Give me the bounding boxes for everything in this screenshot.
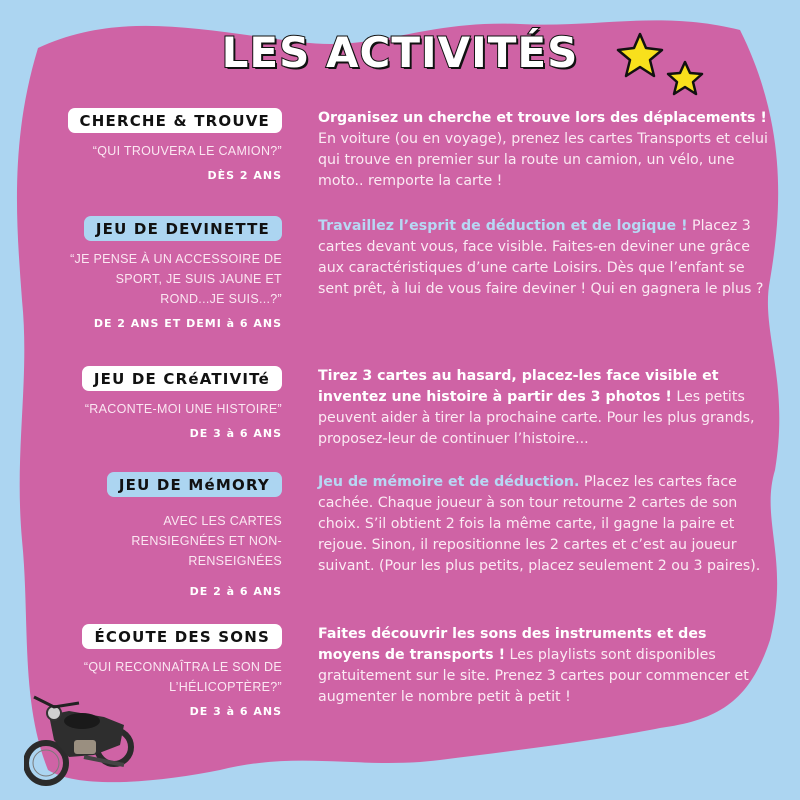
activity-age: DE 2 à 6 ANS (189, 585, 282, 598)
activity-quote: “QUI TROUVERA LE CAMION?” (92, 144, 282, 158)
activity-tag: JEU DE DEVINETTE (84, 216, 282, 241)
activity-age: DE 3 à 6 ANS (189, 427, 282, 440)
page-title: LES ACTIVITÉS (221, 28, 579, 77)
activity-description: Travaillez l’esprit de déduction et de logique ! Placez 3 cartes devant vous, face visible. Faites-en deviner une grâce aux caractéristiques d’une carte Loisirs. Dès que l’enfant se sent prêt, à lui de vous faire deviner ! Qui en gagnera le plus ? (318, 218, 764, 297)
star-icon (618, 34, 702, 94)
activity-tag: ÉCOUTE DES SONS (82, 624, 282, 649)
activity-quote: “RACONTE-MOI UNE HISTOIRE” (84, 402, 282, 416)
activity-age: DE 3 à 6 ANS (189, 705, 282, 718)
activity-description: Tirez 3 cartes au hasard, placez-les face visible et inventez une histoire à partir des 3 photos ! Les petits peuvent aider à tirer la prochaine carte. Pour les plus grands, proposez-leur de continuer l’histoire... (318, 368, 755, 447)
stars-decoration (612, 30, 712, 100)
activity-age: DE 2 ANS ET DEMI à 6 ANS (93, 317, 282, 330)
motorcycle-photo (24, 685, 139, 790)
activity-tag: JEU DE CRéATIVITé (82, 366, 282, 391)
activity-quote: “JE PENSE À UN ACCESSOIRE DE SPORT, JE SUIS JAUNE ET ROND...JE SUIS...?” (70, 252, 282, 306)
activity-quote: “QUI RECONNAÎTRA LE SON DE L’HÉLICOPTÈRE?” (83, 660, 282, 694)
activity-tag: CHERCHE & TROUVE (68, 108, 282, 133)
activity-tag: JEU DE MéMORY (107, 472, 282, 497)
activity-description: Jeu de mémoire et de déduction. Placez les cartes face cachée. Chaque joueur à son tour retourne 2 cartes de son choix. S’il obtient 2 fois la même carte, il gagne la paire et rejoue. Sinon, il repositionne les 2 cartes et c’est au joueur suivant. (Pour les plus petits, placez seulement 2 ou 3 paires). (318, 474, 761, 574)
activity-age: DÈS 2 ANS (207, 169, 282, 182)
activity-quote: AVEC LES CARTES RENSIEGNÉES ET NON-RENSEIGNÉES (131, 514, 282, 568)
activity-description: Faites découvrir les sons des instruments et des moyens de transports ! Les playlists sont disponibles gratuitement sur le site. Prenez 3 cartes pour commencer et augmenter le nombre petit à petit ! (318, 626, 749, 705)
activity-description: Organisez un cherche et trouve lors des déplacements ! En voiture (ou en voyage), prenez les cartes Transports et celui qui trouve en premier sur la route un camion, un vélo, une moto.. remporte la carte ! (318, 110, 768, 189)
